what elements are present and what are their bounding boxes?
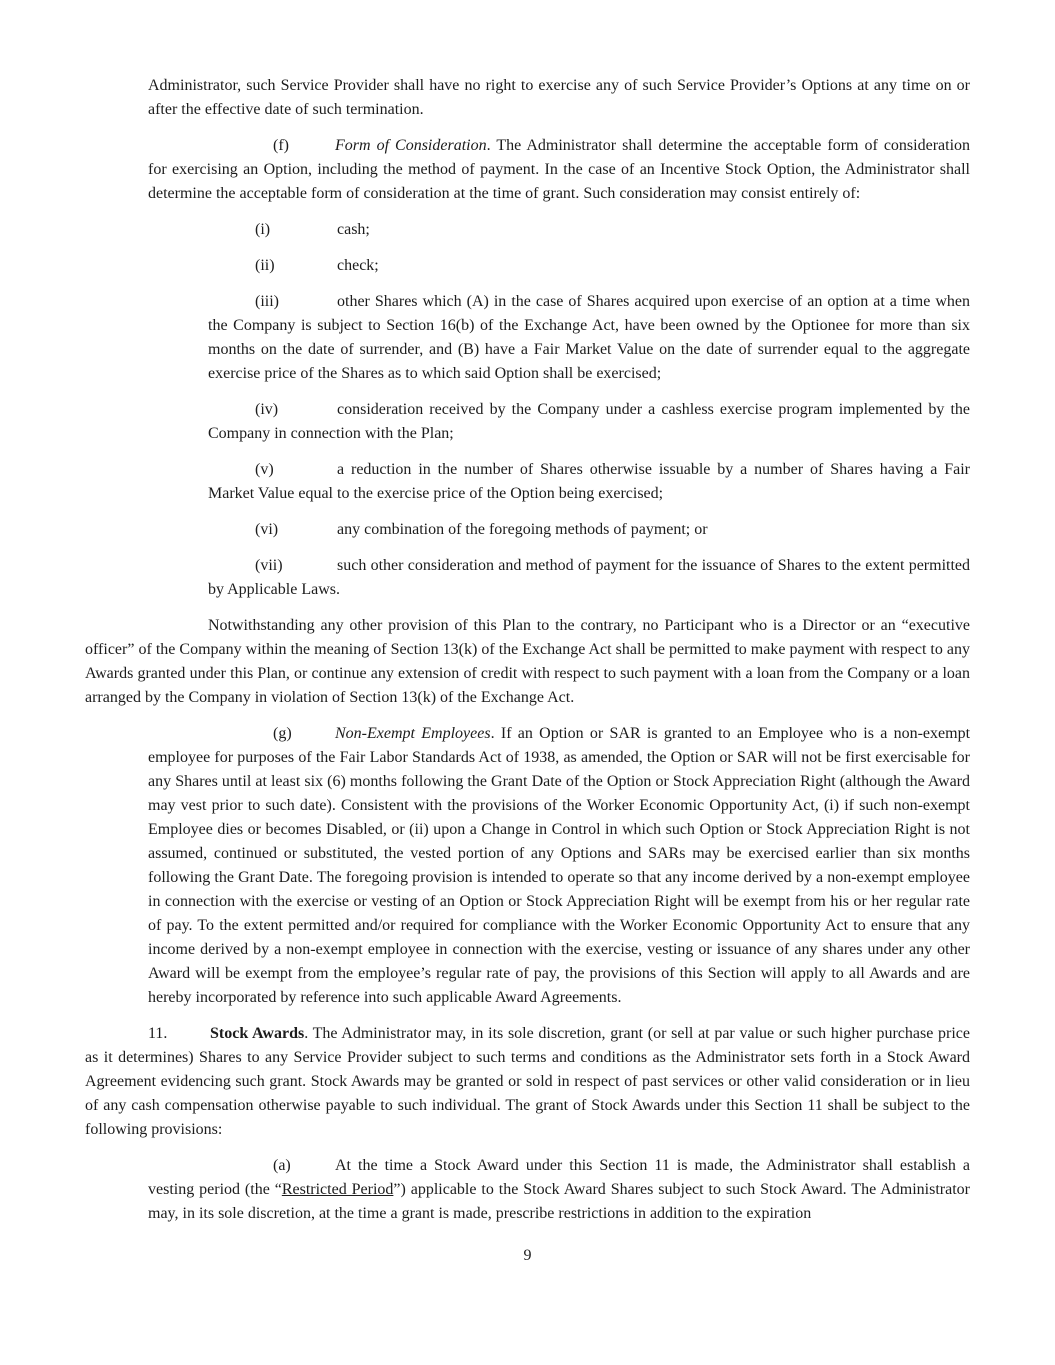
list-item-vi [148,518,970,542]
list-item-ii-label: (ii) [255,257,275,274]
list-item-iii-label: (iii) [255,293,279,310]
list-item-i [148,218,970,242]
list-item-ii-text: check; [337,257,379,274]
section-f-label: (f) [273,137,289,154]
section-11-label: 11. [148,1025,168,1042]
list-item-vii-label: (vii) [255,557,283,574]
section-g-paragraph [148,722,970,1010]
section-11a-body-pre: At the time a Stock Award under this Section 11 is made, the Administrator shall establish a vesting period (the “ [148,1157,970,1198]
section-11a-label: (a) [273,1157,291,1174]
section-11a-paragraph [148,1154,970,1226]
section-f-body: . The Administrator shall determine the acceptable form of consideration for exercising an Option, including the method of payment. In the case of an Incentive Stock Option, the Administrator shall determine the acceptable form of consideration at the time of grant. Such consideration may consist entirely of: [148,137,971,202]
list-item-i-text: cash; [337,221,370,238]
list-item-i-label: (i) [255,221,271,238]
section-g-label: (g) [273,725,292,742]
list-item-vii-text: such other consideration and method of payment for the issuance of Shares to the extent permitted by Applicable Laws. [208,557,970,598]
list-item-vii [148,554,970,602]
section-g-body: . If an Option or SAR is granted to an Employee who is a non-exempt employee for purposes of the Fair Labor Standards Act of 1938, as amended, the Option or SAR will not be first exercisable for any Shares until at least six (6) months following the Grant Date of the Option or Stock Appreciation Right (although the Award may vest prior to such date). Consistent with the provisions of the Worker Economic Opportunity Act, (i) if such non-exempt Employee dies or becomes Disabled, or (ii) upon a Change in Control in which such Option or Stock Appreciation Right is not assumed, continued or substituted, the vested portion of any Options and SARs may be exercised earlier than six months following the Grant Date. The foregoing provision is intended to operate so that any income derived by a non-exempt employee in connection with the exercise or vesting of an Option or Stock Appreciation Right will be exempt from his or her regular rate of pay. To the extent permitted and/or required for compliance with the Worker Economic Opportunity Act to ensure that any income derived by a non-exempt employee in connection with the exercise, vesting or issuance of any shares under any other Award will be exempt from the employee’s regular rate of pay, the provisions of this Section will apply to all Awards and are hereby incorporated by reference into such applicable Award Agreements. [148,725,971,1006]
section-11-body: . The Administrator may, in its sole discretion, grant (or sell at par value or such higher purchase price as it determines) Shares to any Service Provider subject to such terms and conditions as the Administrator sets forth in a Stock Award Agreement evidencing such grant. Stock Awards may be granted or sold in respect of past services or other valid consideration or in lieu of any cash compensation otherwise payable to such individual. The grant of Stock Awards under this Section 11 shall be subject to the following provisions: [85,1025,970,1138]
list-item-iii [148,290,970,386]
section-11a-underlined-term: Restricted Period [281,1181,394,1198]
list-item-iv-text: consideration received by the Company under a cashless exercise program implemented by the Company in connection with the Plan; [208,401,970,442]
section-11a-body-post: ”) applicable to the Stock Award Shares subject to such Stock Award. The Administrator may, in its sole discretion, at the time a grant is made, prescribe restrictions in addition to the expiration [148,1181,970,1222]
page-number: 9 [523,1247,532,1264]
list-item-iv [148,398,970,446]
list-item-ii [148,254,970,278]
list-item-iv-label: (iv) [255,401,279,418]
list-item-iii-text: other Shares which (A) in the case of Shares acquired upon exercise of an option at a time when the Company is subject to Section 16(b) of the Exchange Act, have been owned by the Optionee for more than six months on the date of surrender, and (B) have a Fair Market Value on the date of surrender equal to the aggregate exercise price of the Shares as to which said Option shall be exercised; [208,293,970,382]
list-item-v-label: (v) [255,461,274,478]
continuation-paragraph: Administrator, such Service Provider shall have no right to exercise any of such Service Provider’s Options at any time on or after the effective date of such termination. [148,77,970,118]
list-item-v-text: a reduction in the number of Shares otherwise issuable by a number of Shares having a Fair Market Value equal to the exercise price of the Option being exercised; [208,461,970,502]
section-11-paragraph [85,1022,970,1142]
section-f-paragraph [148,134,970,206]
notwithstanding-paragraph: Notwithstanding any other provision of this Plan to the contrary, no Participant who is a Director or an “executive officer” of the Company within the meaning of Section 13(k) of the Exchange Act shall be permitted to make payment with respect to any Awards granted under this Plan, or continue any extension of credit with respect to such payment with a loan from the Company or a loan arranged by the Company in violation of Section 13(k) of the Exchange Act. [85,617,970,706]
list-item-vi-text: any combination of the foregoing methods of payment; or [337,521,708,538]
list-item-vi-label: (vi) [255,521,279,538]
section-g-title: Non-Exempt Employees [335,725,491,742]
section-11-title: Stock Awards [210,1025,305,1042]
section-f-title: Form of Consideration [335,137,487,154]
list-item-v [148,458,970,506]
